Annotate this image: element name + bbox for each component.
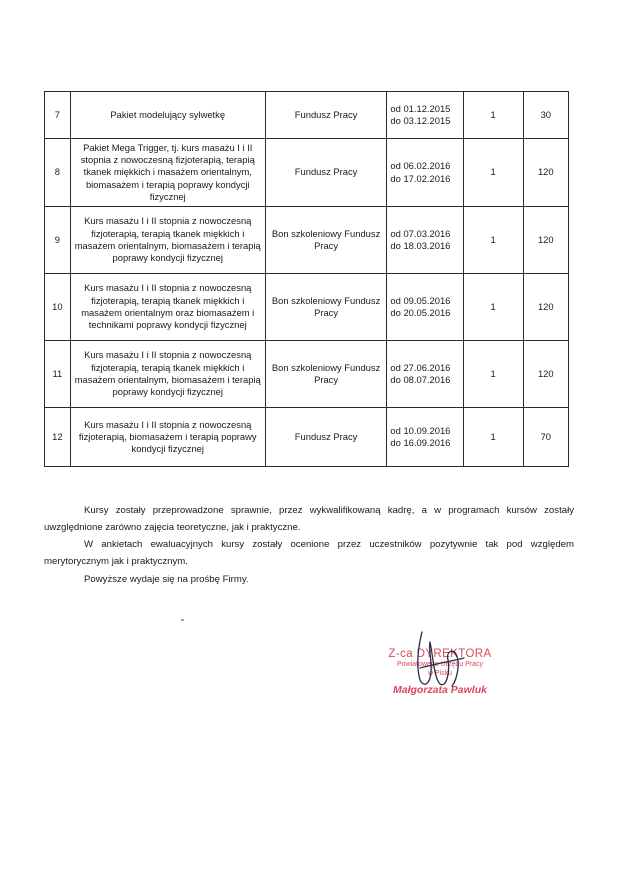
course-dates <box>387 341 463 408</box>
row-number: 12 <box>45 408 71 467</box>
paragraph-closing: Powyższe wydaje się na prośbę Firmy. <box>84 574 249 585</box>
participant-count: 1 <box>463 139 523 207</box>
course-dates <box>387 408 463 467</box>
row-number: 11 <box>45 341 71 408</box>
stamp-title: Z-ca DYREKTORA <box>388 648 492 660</box>
table-row <box>45 92 569 139</box>
date-from: od 01.12.2015 <box>390 102 451 114</box>
date-from: od 10.09.2016 <box>390 424 451 436</box>
funding-source: Bon szkoleniowy Fundusz Pracy <box>265 274 387 341</box>
hours-count: 120 <box>523 139 568 207</box>
course-dates <box>387 274 463 341</box>
row-number: 10 <box>45 274 71 341</box>
funding-source: Bon szkoleniowy Fundusz Pracy <box>265 207 387 274</box>
scan-speck <box>181 619 184 621</box>
course-dates <box>387 207 463 274</box>
course-name: Kurs masażu I i II stopnia z nowoczesną fizjoterapią, terapią tkanek miękkich i masażem orientalnym, biomasażem i terapią poprawy kondycji fizycznej <box>70 207 265 274</box>
handwritten-signature <box>400 628 470 696</box>
participant-count: 1 <box>463 341 523 408</box>
date-to: do 18.03.2016 <box>390 240 451 251</box>
hours-count: 120 <box>523 207 568 274</box>
date-to: do 03.12.2015 <box>390 115 451 126</box>
stamp-name: Małgorzata Pawluk <box>393 684 487 696</box>
date-to: do 20.05.2016 <box>390 307 451 318</box>
funding-source: Bon szkoleniowy Fundusz Pracy <box>265 341 387 408</box>
stamp-city: w Pisku <box>427 670 453 677</box>
course-dates <box>387 92 463 139</box>
funding-source: Fundusz Pracy <box>265 408 387 467</box>
date-to: do 16.09.2016 <box>390 437 451 448</box>
paragraph-evaluation: W ankietach ewaluacyjnych kursy zostały ocenione przez uczestników pozytywnie tak pod względem merytorycznym jak i praktycznym. <box>44 539 574 567</box>
participant-count: 1 <box>463 92 523 139</box>
stamp-office: Powiatowego Urzędu Pracy <box>397 661 483 668</box>
row-number: 7 <box>45 92 71 139</box>
funding-source: Fundusz Pracy <box>265 92 387 139</box>
courses-table <box>44 91 569 467</box>
hours-count: 30 <box>523 92 568 139</box>
date-from: od 09.05.2016 <box>390 294 451 306</box>
course-name: Kurs masażu I i II stopnia z nowoczesną fizjoterapią, terapią tkanek miękkich i masażem orientalnym oraz biomasażem i technikami poprawy kondycji fizycznej <box>70 274 265 341</box>
course-dates <box>387 139 463 207</box>
table-row <box>45 274 569 341</box>
table-row <box>45 139 569 207</box>
funding-source: Fundusz Pracy <box>265 139 387 207</box>
date-from: od 27.06.2016 <box>390 361 451 373</box>
participant-count: 1 <box>463 207 523 274</box>
course-name: Kurs masażu I i II stopnia z nowoczesną fizjoterapią, terapią tkanek miękkich i masażem orientalnym, biomasażem i terapią poprawy kondycji fizycznej <box>70 341 265 408</box>
date-to: do 08.07.2016 <box>390 374 451 385</box>
course-name: Pakiet modelujący sylwetkę <box>70 92 265 139</box>
hours-count: 120 <box>523 341 568 408</box>
hours-count: 70 <box>523 408 568 467</box>
hours-count: 120 <box>523 274 568 341</box>
participant-count: 1 <box>463 408 523 467</box>
row-number: 9 <box>45 207 71 274</box>
date-from: od 07.03.2016 <box>390 227 451 239</box>
table-row <box>45 207 569 274</box>
course-name: Pakiet Mega Trigger, tj. kurs masażu I i II stopnia z nowoczesną fizjoterapią, terapią tkanek miękkich i masażem orientalnym, biomasażem i terapią poprawy kondycji fizycznej <box>70 139 265 207</box>
course-name: Kurs masażu I i II stopnia z nowoczesną fizjoterapią, biomasażem i terapią poprawy kondycji fizycznej <box>70 408 265 467</box>
table-row <box>45 408 569 467</box>
table-row <box>45 341 569 408</box>
paragraph-course-quality: Kursy zostały przeprowadzone sprawnie, przez wykwalifikowaną kadrę, a w programach kursów zostały uwzględnione zarówno zajęcia teoretyczne, jak i praktyczne. <box>44 505 574 533</box>
courses-table-body <box>45 92 569 467</box>
row-number: 8 <box>45 139 71 207</box>
date-to: do 17.02.2016 <box>390 172 451 184</box>
participant-count: 1 <box>463 274 523 341</box>
date-from: od 06.02.2016 <box>390 160 451 172</box>
